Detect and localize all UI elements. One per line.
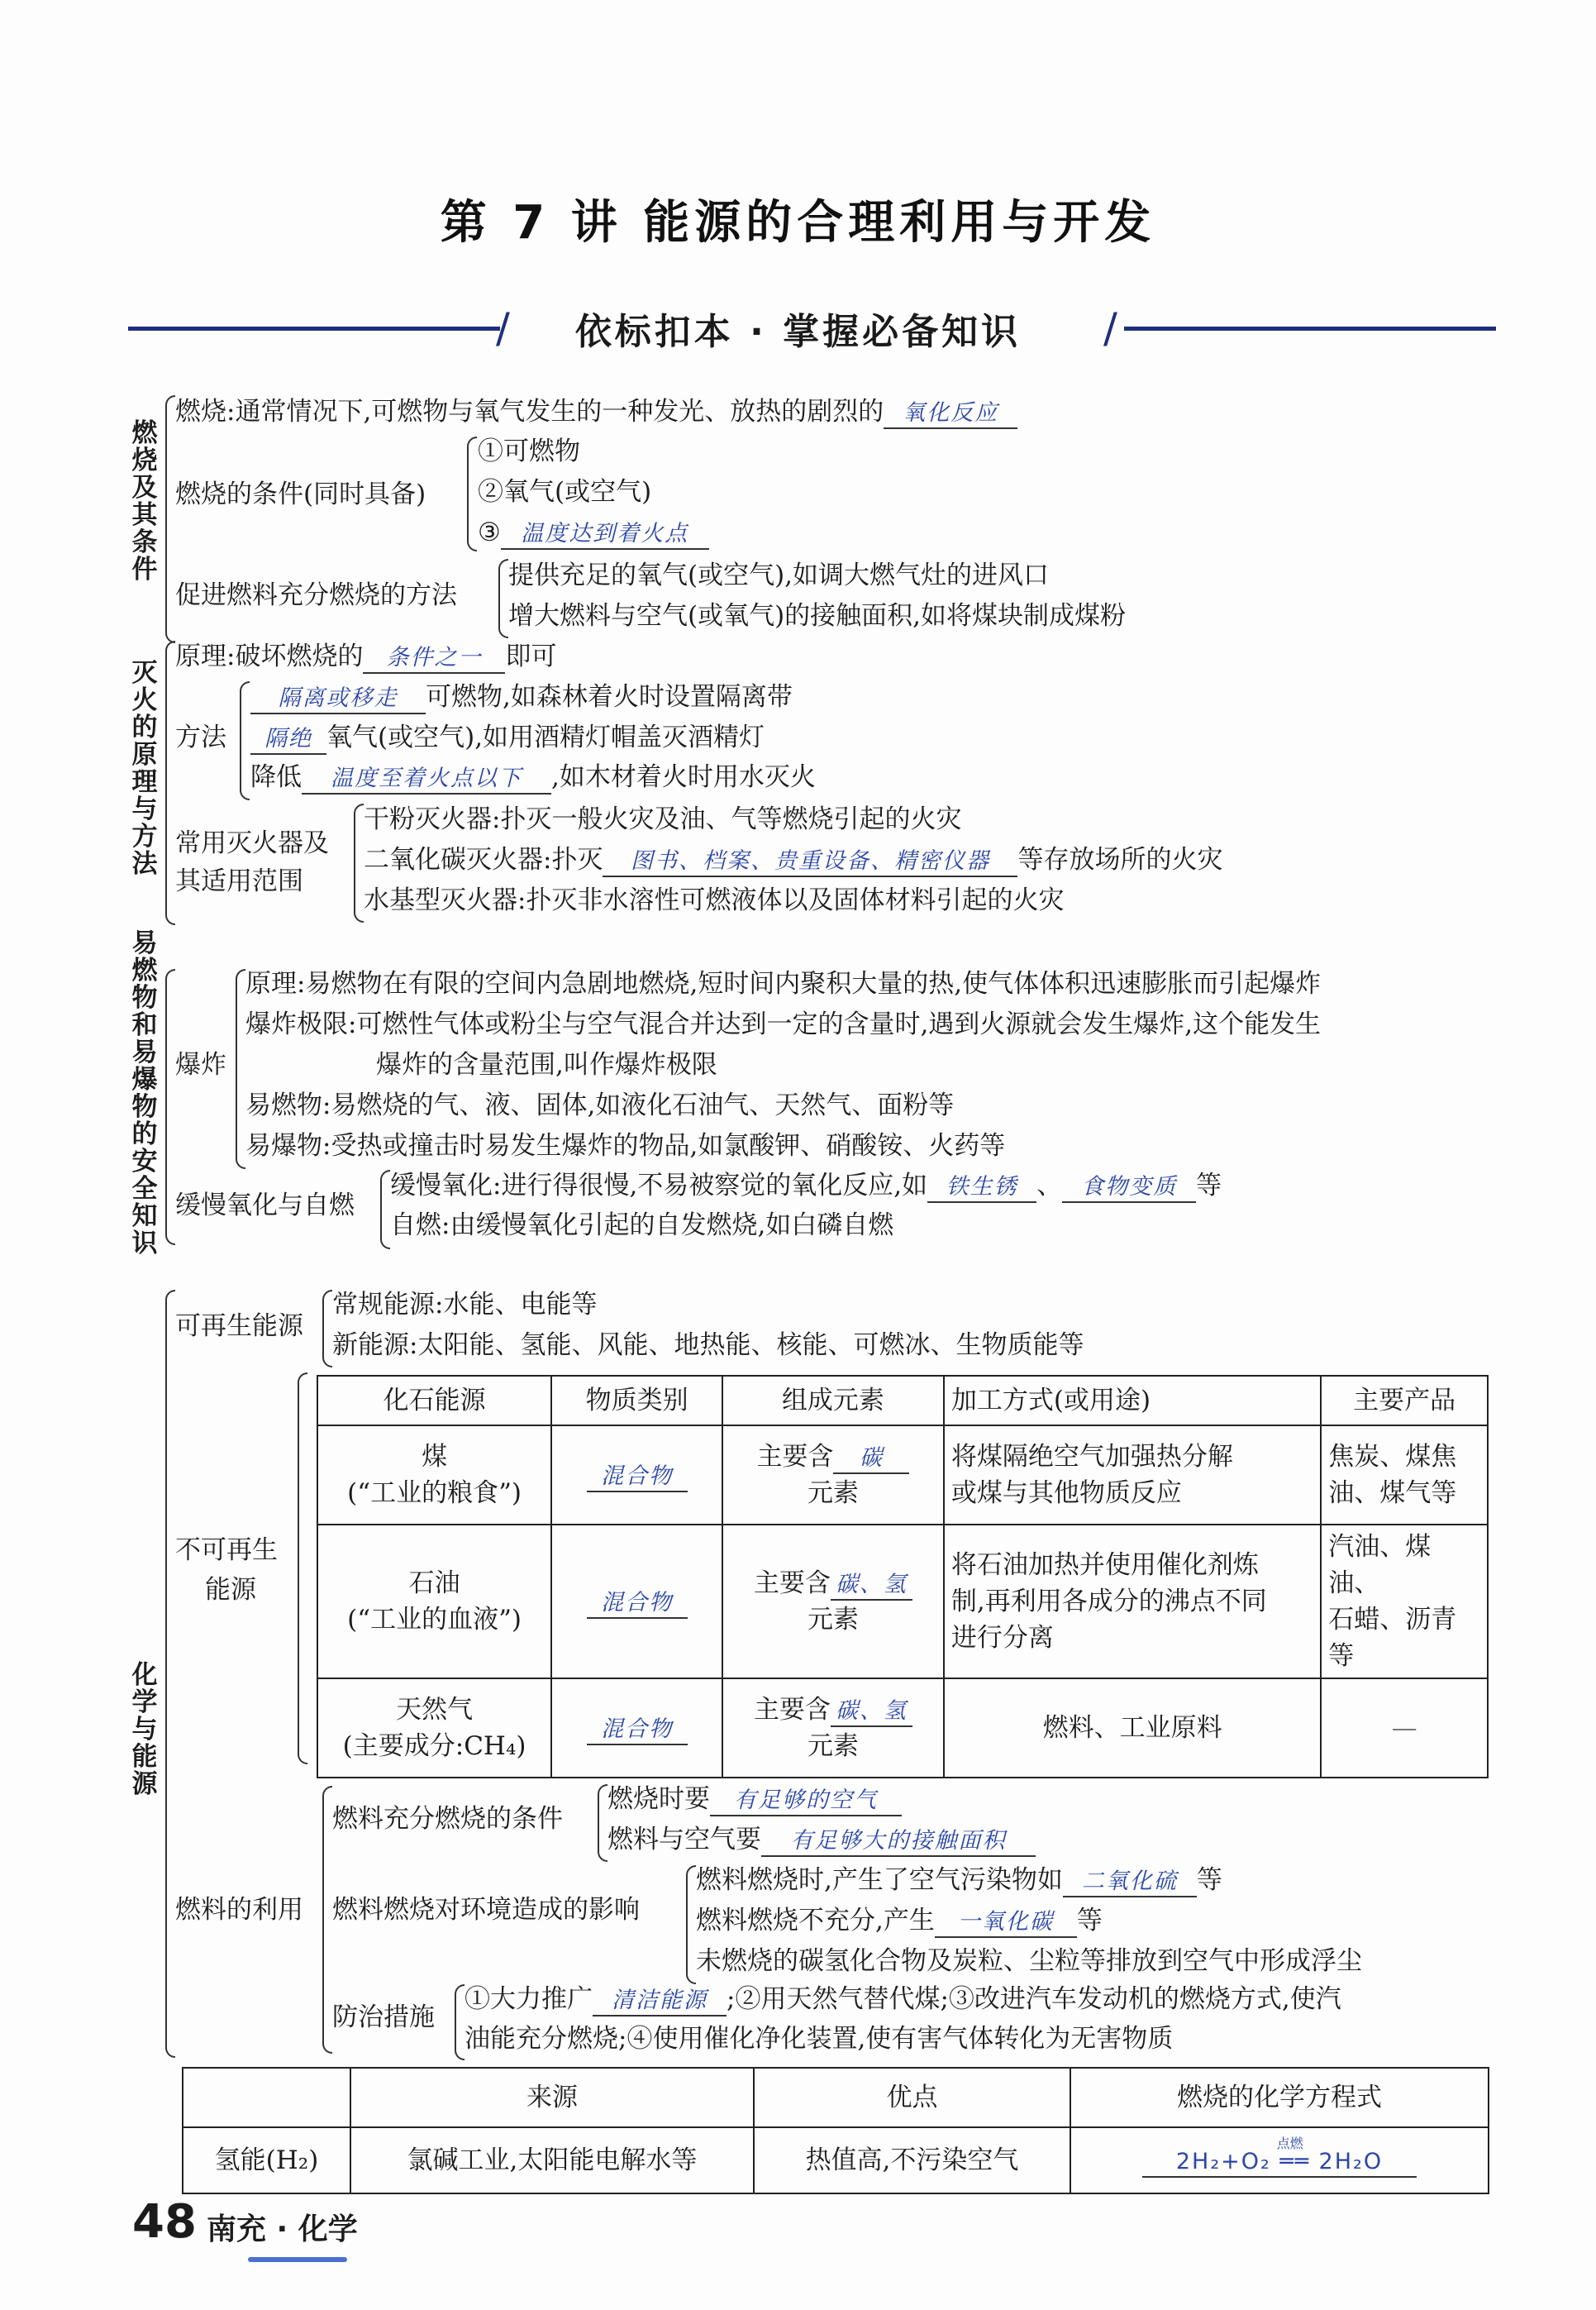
th-elements: 组成元素 — [722, 1376, 944, 1425]
extinguisher-2-prefix: 二氧化碳灭火器:扑灭 — [364, 845, 603, 875]
h-th-equation: 燃烧的化学方程式 — [1070, 2068, 1489, 2127]
full-combustion-label: 燃料充分燃烧的条件 — [332, 1804, 563, 1834]
hydrogen-source: 氯碱工业,太阳能电解水等 — [350, 2127, 754, 2193]
slash-right: / — [1103, 304, 1117, 352]
h-th-empty — [183, 2068, 350, 2127]
impact-2-suffix: 等 — [1076, 1906, 1103, 1935]
answer-condition-one: 条件之一 — [363, 644, 505, 674]
fuel-name-main: 石油 — [408, 1568, 460, 1598]
answer-isolate: 隔离或移走 — [250, 685, 426, 714]
table-row — [183, 2127, 1489, 2193]
elem-suffix: 元素 — [807, 1478, 859, 1508]
table-header-row — [317, 1376, 1488, 1425]
fossil-fuel-table — [317, 1375, 1489, 1778]
th-category: 物质类别 — [551, 1376, 722, 1425]
promote-1: 提供充足的氧气(或空气),如调大燃气灶的进风口 — [508, 561, 1050, 590]
extinguisher-3: 水基型灭火器:扑灭非水溶性可燃液体以及固体材料引起的火灾 — [364, 885, 1065, 915]
prevention-1-suffix: ;②用天然气替代煤;③改进汽车发动机的燃烧方式,使汽 — [727, 1984, 1341, 2014]
answer-lower-temp: 温度至着火点以下 — [302, 765, 551, 795]
brace-promote — [498, 559, 508, 638]
full-1-prefix: 燃烧时要 — [607, 1784, 710, 1814]
fuel-name — [317, 1425, 551, 1525]
brace-renewable — [322, 1290, 332, 1367]
product-line: 焦炭、煤焦 — [1328, 1442, 1457, 1472]
combustion-condition-label: 燃烧的条件(同时具备) — [175, 480, 426, 509]
slow-suffix: 等 — [1196, 1171, 1222, 1200]
explosion-label: 爆炸 — [175, 1050, 226, 1080]
extinguisher-2 — [364, 843, 1222, 877]
nonrenewable-label-1: 不可再生 — [175, 1535, 278, 1565]
th-process: 加工方式(或用途) — [944, 1376, 1321, 1425]
footer-title: 南充 · 化学 — [207, 2212, 358, 2246]
hydrogen-header-row — [183, 2068, 1489, 2127]
fuel-use-label: 燃料的利用 — [175, 1895, 303, 1925]
impact-label: 燃料燃烧对环境造成的影响 — [332, 1895, 640, 1925]
answer-equation: 2H₂+O₂ ══ 2H₂O — [1142, 2148, 1417, 2178]
full-combustion-2 — [607, 1823, 1036, 1857]
product-line: — — [1391, 1713, 1417, 1743]
slow-oxidation-def — [390, 1169, 1222, 1203]
brace-prevention — [455, 1984, 465, 2060]
impact-1 — [696, 1864, 1222, 1897]
answer-elements: 碳、氢 — [831, 1571, 912, 1601]
condition-3-num: ③ — [478, 518, 501, 547]
condition-2: ②氧气(或空气) — [478, 477, 652, 507]
brace-conditions — [467, 437, 477, 551]
explosion-limit-2: 爆炸的含量范围,叫作爆炸极限 — [376, 1050, 717, 1080]
side-label-explosive: 易燃物和易爆物的安全知识 — [131, 928, 158, 1258]
fuel-name — [317, 1525, 551, 1678]
combustion-def-text: 燃烧:通常情况下,可燃物与氧气发生的一种发光、放热的剧烈的 — [175, 397, 884, 427]
fuel-name-alias: (主要成分:CH₄) — [342, 1731, 526, 1761]
answer-so2: 二氧化硫 — [1063, 1868, 1197, 1897]
promote-label: 促进燃料充分燃烧的方法 — [175, 580, 457, 610]
answer-ignition: 温度达到着火点 — [501, 520, 709, 550]
renewable-1: 常规能源:水能、电能等 — [332, 1290, 598, 1320]
promote-2: 增大燃料与空气(或氧气)的接触面积,如将煤块制成煤粉 — [508, 601, 1127, 631]
h-th-source: 来源 — [350, 2068, 754, 2127]
prevention-1 — [465, 1983, 1341, 2016]
renewable-label: 可再生能源 — [175, 1311, 303, 1341]
brace-fuel-use — [322, 1786, 332, 2054]
reaction-condition: 点燃 — [1276, 2136, 1303, 2151]
product-line: 石蜡、沥青等 — [1328, 1605, 1457, 1671]
extinguisher-1: 干粉灭火器:扑灭一般火灾及油、气等燃烧引起的火灾 — [364, 804, 962, 834]
elem-suffix: 元素 — [807, 1605, 859, 1635]
prevention-label: 防治措施 — [332, 2002, 435, 2032]
fire-method-1 — [250, 680, 793, 714]
fuel-elements — [722, 1525, 944, 1678]
nonrenewable-label-2: 能源 — [205, 1575, 256, 1605]
hydrogen-name: 氢能(H₂) — [183, 2127, 350, 2193]
impact-1-prefix: 燃料燃烧时,产生了空气污染物如 — [696, 1865, 1063, 1895]
brace-explosive — [165, 969, 175, 1245]
answer-co: 一氧化碳 — [935, 1908, 1077, 1938]
fire-method-3-text: ,如木材着火时用水灭火 — [551, 762, 816, 792]
fuel-process — [944, 1425, 1321, 1525]
renewable-2: 新能源:太阳能、氢能、风能、地热能、核能、可燃冰、生物质能等 — [332, 1330, 1084, 1360]
answer-rust: 铁生锈 — [927, 1173, 1036, 1203]
fuel-name — [317, 1678, 551, 1778]
page-number: 48 — [132, 2195, 197, 2249]
answer-category: 混合物 — [587, 1463, 688, 1492]
hydrogen-table — [182, 2067, 1489, 2194]
extinguisher-2-suffix: 等存放场所的火灾 — [1017, 845, 1223, 875]
impact-2-prefix: 燃料燃烧不充分,产生 — [696, 1906, 935, 1935]
process-line: 或煤与其他物质反应 — [950, 1478, 1182, 1508]
slow-oxidation-text: 缓慢氧化:进行得很慢,不易被察觉的氧化反应,如 — [390, 1171, 928, 1200]
fire-principle — [175, 640, 556, 674]
fuel-category — [551, 1525, 722, 1678]
combustion-definition — [175, 395, 1017, 429]
process-line: 将石油加热并使用催化剂炼 — [950, 1550, 1259, 1580]
table-row — [317, 1525, 1488, 1678]
th-product: 主要产品 — [1321, 1376, 1488, 1425]
fire-method-label: 方法 — [175, 723, 226, 752]
answer-clean-energy: 清洁能源 — [593, 1987, 727, 2016]
brace-fire — [165, 641, 175, 925]
fuel-product — [1321, 1678, 1488, 1778]
fuel-name-alias: (“工业的粮食”) — [347, 1478, 522, 1508]
process-line: 制,再利用各成分的沸点不同 — [950, 1587, 1267, 1616]
fire-method-2 — [250, 721, 765, 755]
elem-prefix: 主要含 — [753, 1695, 831, 1725]
explosion-limit-1: 爆炸极限:可燃性气体或粉尘与空气混合并达到一定的含量时,遇到火源就会发生爆炸,这个能发生 — [245, 1009, 1322, 1039]
extinguisher-label-1: 常用灭火器及 — [175, 828, 329, 858]
prevention-1-prefix: ①大力推广 — [465, 1984, 593, 2014]
answer-cutoff: 隔绝 — [250, 725, 326, 755]
answer-oxidation: 氧化反应 — [884, 399, 1017, 429]
brace-extinguishers — [354, 804, 364, 923]
fire-principle-text: 原理:破坏燃烧的 — [175, 642, 364, 671]
fuel-product — [1321, 1425, 1488, 1525]
answer-elements: 碳 — [833, 1444, 909, 1474]
hydrogen-equation-cell — [1070, 2127, 1489, 2193]
slow-sep: 、 — [1036, 1171, 1063, 1200]
th-fossil: 化石能源 — [317, 1376, 551, 1425]
process-line: 燃料、工业原料 — [1042, 1713, 1222, 1743]
brace-nonrenewable — [298, 1372, 307, 1764]
explosion-principle: 原理:易燃物在有限的空间内急剧地燃烧,短时间内聚积大量的热,使气体体积迅速膨胀而引起爆炸 — [245, 969, 1322, 999]
hydrogen-advantage: 热值高,不污染空气 — [754, 2127, 1070, 2193]
side-label-energy: 化学与能源 — [131, 1660, 158, 1799]
answer-food-spoil: 食物变质 — [1062, 1173, 1196, 1203]
full-2-prefix: 燃料与空气要 — [607, 1825, 761, 1854]
fuel-name-alias: (“工业的血液”) — [347, 1605, 522, 1635]
table-row — [317, 1678, 1488, 1778]
explosive-def: 易爆物:受热或撞击时易发生爆炸的物品,如氯酸钾、硝酸铵、火药等 — [245, 1131, 1006, 1161]
brace-combustion — [165, 395, 175, 643]
brace-impact — [686, 1865, 696, 1984]
answer-contact-area: 有足够大的接触面积 — [761, 1827, 1036, 1857]
section-heading: 依标扣本 · 掌握必备知识 — [574, 311, 1022, 353]
impact-1-suffix: 等 — [1196, 1865, 1222, 1895]
brace-full — [598, 1784, 607, 1862]
elem-prefix: 主要含 — [756, 1442, 834, 1472]
prevention-2: 油能充分燃烧;④使用催化净化装置,使有害气体转化为无害物质 — [465, 2024, 1174, 2054]
fuel-elements — [722, 1425, 944, 1525]
fire-method-3-prefix: 降低 — [250, 762, 302, 792]
product-line: 油、煤气等 — [1328, 1478, 1457, 1508]
fire-principle-suffix: 即可 — [505, 642, 557, 671]
extinguisher-label-2: 其适用范围 — [175, 866, 303, 896]
fuel-elements — [722, 1678, 944, 1778]
answer-co2-scope: 图书、档案、贵重设备、精密仪器 — [603, 847, 1017, 877]
fuel-category — [551, 1678, 722, 1778]
fuel-name-main: 煤 — [422, 1442, 448, 1472]
fuel-category — [551, 1425, 722, 1525]
h-th-advantage: 优点 — [754, 2068, 1070, 2127]
side-label-combustion: 燃烧及其条件 — [131, 418, 158, 585]
table-row — [317, 1425, 1488, 1525]
product-line: 汽油、煤油、 — [1328, 1532, 1432, 1598]
fuel-process — [944, 1678, 1321, 1778]
footer-decor-bar — [248, 2257, 347, 2262]
condition-3 — [478, 516, 709, 550]
full-combustion-1 — [607, 1783, 902, 1816]
fire-method-2-text: 氧气(或空气),如用酒精灯帽盖灭酒精灯 — [326, 723, 765, 752]
side-label-fire: 灭火的原理与方法 — [131, 658, 158, 879]
answer-enough-air: 有足够的空气 — [710, 1787, 902, 1816]
brace-explosion — [236, 969, 245, 1169]
elem-suffix: 元素 — [807, 1731, 859, 1761]
fire-method-1-text: 可燃物,如森林着火时设置隔离带 — [426, 682, 793, 712]
impact-2 — [696, 1904, 1103, 1938]
flammable-def: 易燃物:易燃烧的气、液、固体,如液化石油气、天然气、面粉等 — [245, 1091, 955, 1120]
fire-method-3 — [250, 761, 816, 795]
elem-prefix: 主要含 — [753, 1568, 831, 1598]
answer-category: 混合物 — [587, 1589, 688, 1619]
process-line: 进行分离 — [950, 1623, 1054, 1653]
spontaneous-def: 自燃:由缓慢氧化引起的自发燃烧,如白磷自燃 — [390, 1210, 894, 1240]
answer-category: 混合物 — [587, 1716, 688, 1745]
impact-3: 未燃烧的碳氢化合物及炭粒、尘粒等排放到空气中形成浮尘 — [696, 1946, 1362, 1976]
fuel-product — [1321, 1525, 1488, 1678]
answer-elements: 碳、氢 — [831, 1697, 912, 1727]
condition-1: ①可燃物 — [478, 437, 580, 466]
process-line: 将煤隔绝空气加强热分解 — [950, 1442, 1233, 1472]
slow-oxidation-label: 缓慢氧化与自燃 — [175, 1191, 355, 1220]
fuel-name-main: 天然气 — [396, 1695, 474, 1725]
slash-left: / — [496, 304, 510, 352]
brace-energy — [165, 1290, 175, 2058]
brace-slow — [380, 1170, 390, 1249]
brace-methods — [240, 681, 250, 800]
page-title: 第 7 讲 能源的合理利用与开发 — [440, 196, 1156, 250]
fuel-process — [944, 1525, 1321, 1678]
